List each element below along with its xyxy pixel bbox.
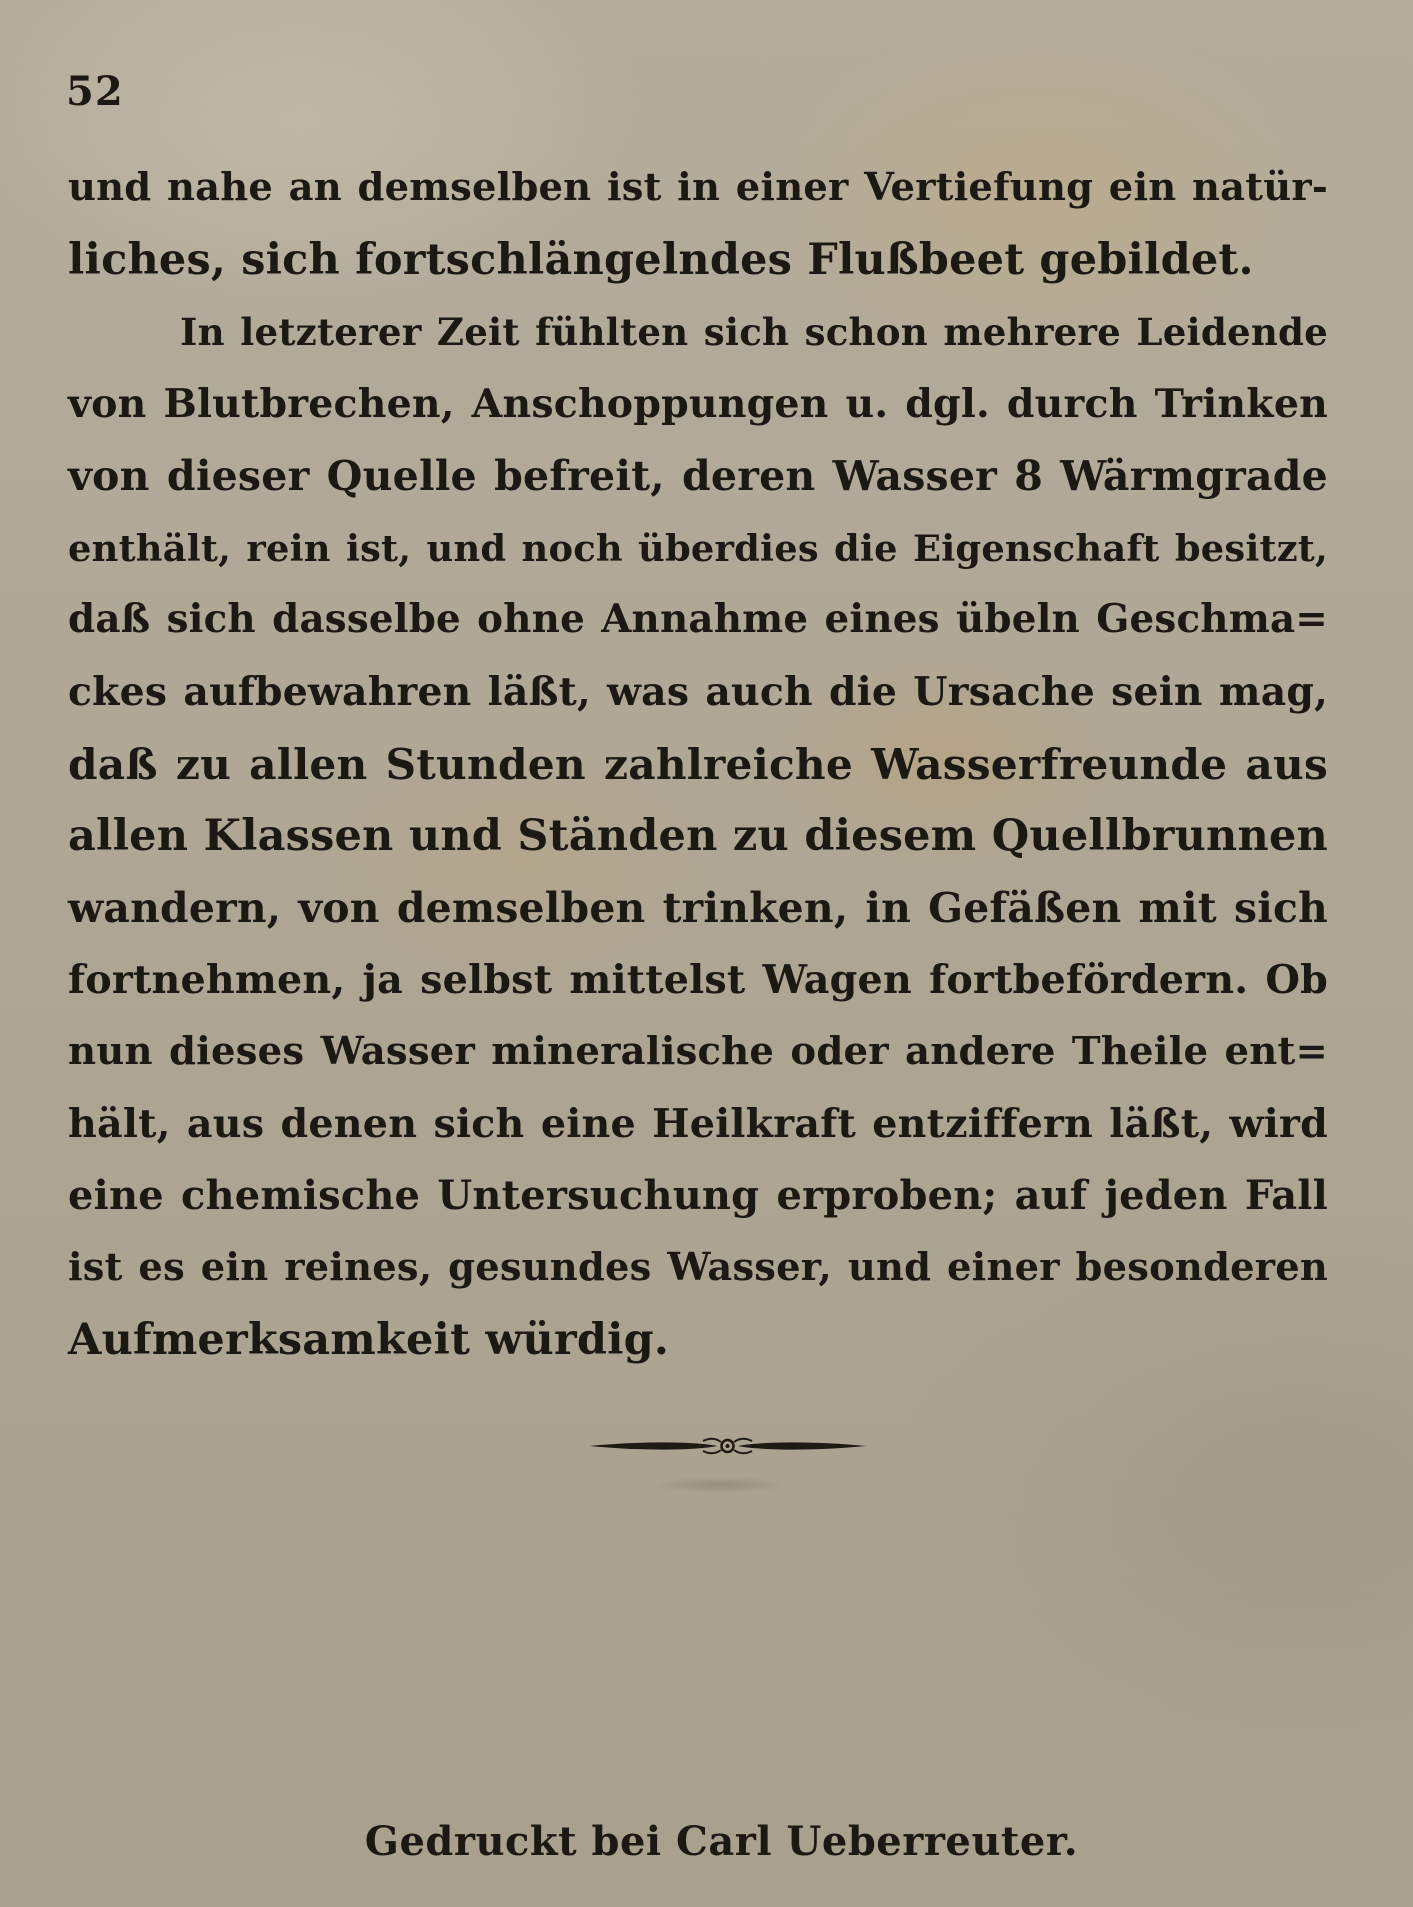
text-line: von Blutbrechen, Anschoppungen u. dgl. durch Trinken — [68, 381, 1328, 427]
printer-imprint: Gedruckt bei Carl Ueberreuter. — [364, 1818, 1079, 1865]
text-line: fortnehmen, ja selbst mittelst Wagen fortbefördern. Ob — [68, 957, 1328, 1003]
text-line: Aufmerksamkeit würdig. — [68, 1315, 670, 1365]
page-number: 52 — [66, 68, 124, 115]
text-line: von dieser Quelle befreit, deren Wasser 8 Wärmgrade — [68, 451, 1328, 500]
text-line: nun dieses Wasser mineralische oder andere Theile ent= — [68, 1029, 1328, 1074]
text-line: liches, sich fortschlängelndes Flußbeet gebildet. — [68, 235, 1254, 285]
text-line: ist es ein reines, gesundes Wasser, und einer besonderen — [68, 1245, 1328, 1290]
text-line: In letzterer Zeit fühlten sich schon mehrere Leidende — [180, 310, 1328, 354]
text-line: enthält, rein ist, und noch überdies die Eigenschaft besitzt, — [68, 526, 1328, 570]
text-line: wandern, von demselben trinken, in Gefäßen mit sich — [68, 884, 1328, 932]
text-line: daß zu allen Stunden zahlreiche Wasserfreunde aus — [68, 739, 1328, 789]
text-line: daß sich dasselbe ohne Annahme eines übeln Geschma= — [68, 597, 1328, 642]
text-line: und nahe an demselben ist in einer Vertiefung ein natür- — [68, 165, 1328, 210]
text-line: ckes aufbewahren läßt, was auch die Ursache sein mag, — [68, 669, 1328, 715]
text-line: allen Klassen und Ständen zu diesem Quellbrunnen — [68, 811, 1328, 861]
ornament-divider-icon — [585, 1426, 870, 1466]
show-through-mark — [650, 1476, 790, 1494]
body-text — [68, 152, 1328, 1376]
text-line: hält, aus denen sich eine Heilkraft entziffern läßt, wird — [68, 1101, 1328, 1147]
text-line: eine chemische Untersuchung erproben; auf jeden Fall — [68, 1173, 1328, 1219]
